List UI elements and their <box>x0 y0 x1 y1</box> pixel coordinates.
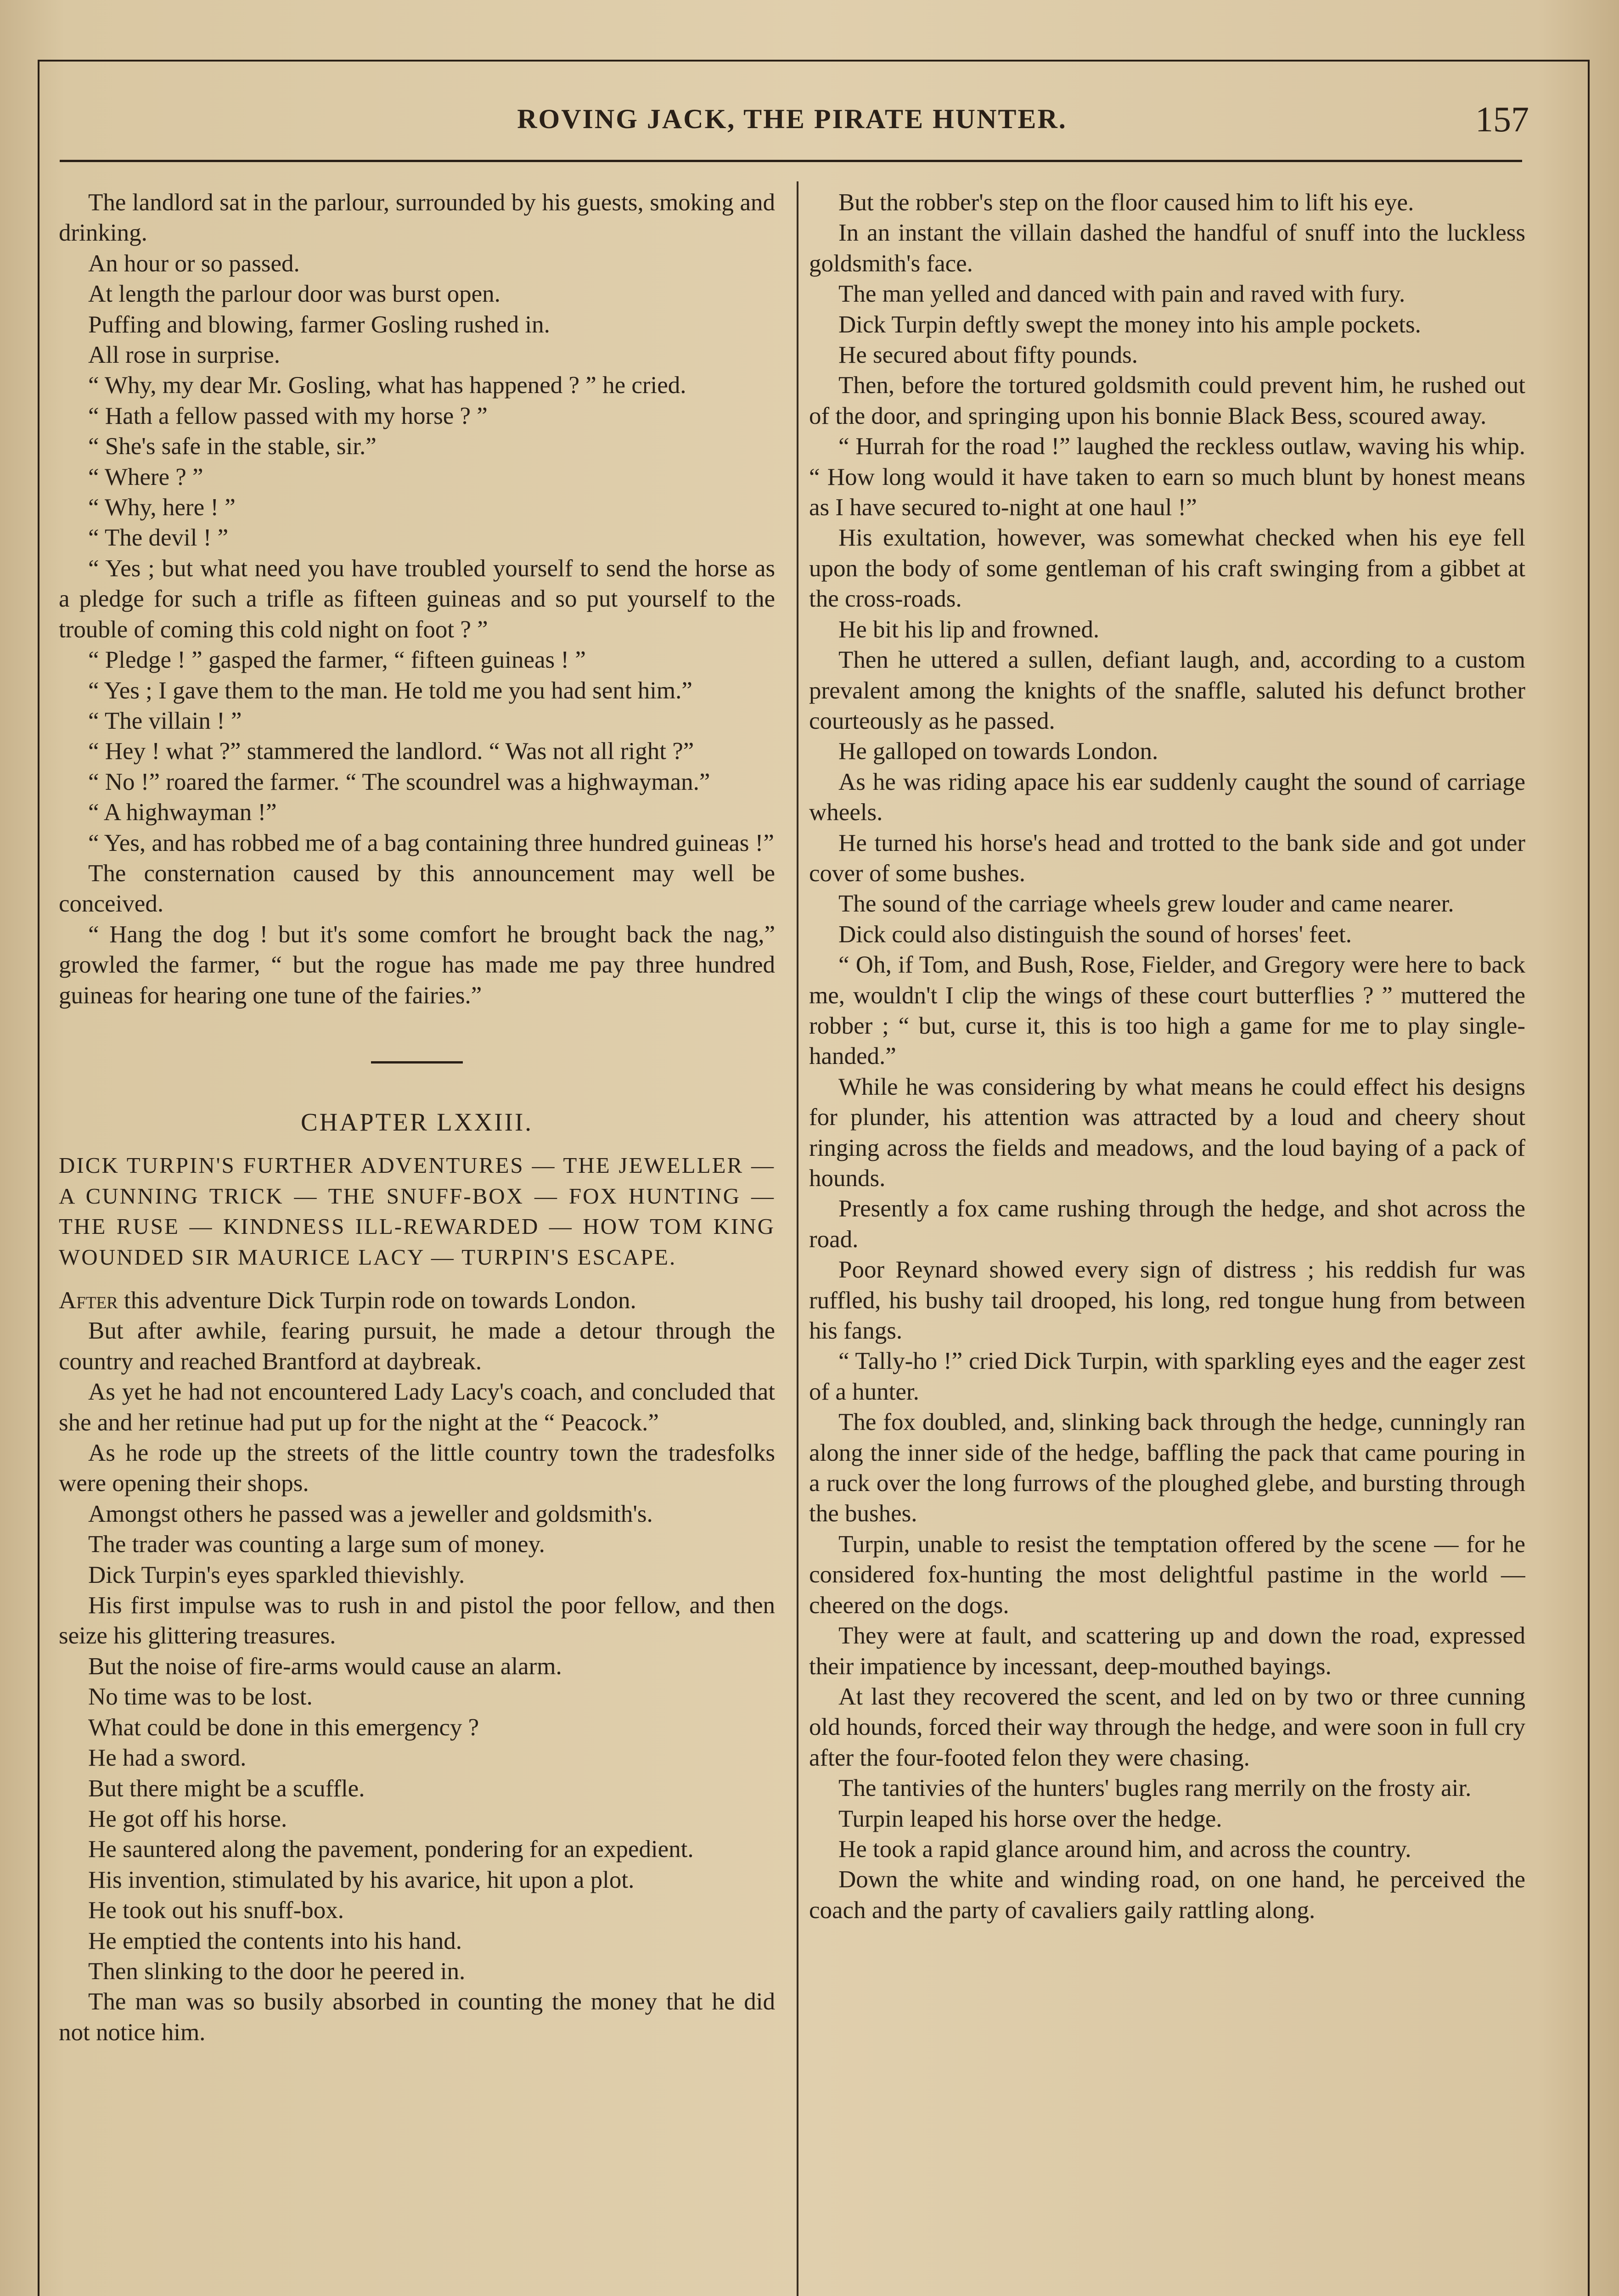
paragraph: Then slinking to the door he peered in. <box>88 1958 466 1985</box>
paragraph: Amongst others he passed was a jeweller and goldsmith's. <box>88 1500 653 1527</box>
paragraph: He had a sword. <box>88 1745 247 1772</box>
paragraph: His invention, stimulated by his avarice, hit upon a plot. <box>88 1866 635 1893</box>
paragraph: “ Why, my dear Mr. Gosling, what has happened ? ” he cried. <box>88 372 686 399</box>
paragraph: Then he uttered a sullen, defiant laugh, and, according to a custom prevalent among the knights of the snaffle, saluted his defunct brother courteously as he passed. <box>809 647 1525 734</box>
paragraph: As he rode up the streets of the little country town the tradesfolks were opening their shops. <box>59 1440 775 1497</box>
paragraph: Then, before the tortured goldsmith could prevent him, he rushed out of the door, and springing upon his bonnie Black Bess, scoured away. <box>809 372 1525 429</box>
running-title: ROVING JACK, THE PIRATE HUNTER. <box>517 104 1067 134</box>
paragraph: While he was considering by what means he could effect his designs for plunder, his attention was attracted by a loud and cheery shout ringing across the fields and meadows, and the loud baying of a pack of hounds. <box>809 1073 1525 1192</box>
paragraph: The consternation caused by this announcement may well be conceived. <box>59 860 775 917</box>
header-rule <box>60 160 1522 162</box>
paragraph: “ Where ? ” <box>88 463 203 490</box>
paragraph: “ Hath a fellow passed with my horse ? ” <box>88 402 488 429</box>
paragraph: As yet he had not encountered Lady Lacy's coach, and concluded that she and her retinue had put up for the night at the “ Peacock.” <box>59 1379 775 1436</box>
paragraph: He galloped on towards London. <box>838 738 1158 765</box>
paragraph: “ Hang the dog ! but it's some comfort he brought back the nag,” growled the farmer, “ but the rogue has made me pay three hundred guineas for hearing one tune of the fairies.” <box>59 921 775 1009</box>
paragraph: But there might be a scuffle. <box>88 1775 365 1802</box>
paragraph: He took out his snuff-box. <box>88 1897 344 1924</box>
paragraph: At length the parlour door was burst open. <box>88 281 500 308</box>
paragraph: Turpin leaped his horse over the hedge. <box>838 1805 1222 1832</box>
paragraph: “ No !” roared the farmer. “ The scoundrel was a highwayman.” <box>88 768 710 795</box>
paragraph: “ She's safe in the stable, sir.” <box>88 433 377 460</box>
chapter-title: CHAPTER LXXIII. <box>300 1108 534 1136</box>
paragraph: He turned his horse's head and trotted to the bank side and got under cover of some bushes. <box>809 829 1525 887</box>
running-head <box>55 94 1529 140</box>
paragraph: “ Hurrah for the road !” laughed the reckless outlaw, waving his whip. “ How long would it have taken to earn so much blunt by honest means as I have secured to-night at one haul !” <box>809 433 1525 521</box>
paragraph: “ Yes ; but what need you have troubled yourself to send the horse as a pledge for such a trifle as fifteen guineas and so put yourself to the trouble of coming this cold night on foot ? ” <box>59 555 775 643</box>
paragraph: Dick Turpin deftly swept the money into his ample pockets. <box>838 311 1421 338</box>
paragraph: He took a rapid glance around him, and across the country. <box>838 1835 1411 1863</box>
paragraph: They were at fault, and scattering up and down the road, expressed their impatience by incessant, deep-mouthed bayings. <box>809 1622 1525 1680</box>
paragraph: Down the white and winding road, on one hand, he perceived the coach and the party of cavaliers gaily rattling along. <box>809 1866 1525 1924</box>
paragraph: Dick could also distinguish the sound of horses' feet. <box>838 921 1352 948</box>
column-rule <box>797 181 798 2296</box>
page-number: 157 <box>1475 99 1529 139</box>
paragraph: He secured about fifty pounds. <box>838 342 1138 369</box>
paragraph: He got off his horse. <box>88 1805 287 1832</box>
paragraph: But the robber's step on the floor caused him to lift his eye. <box>838 189 1414 216</box>
paragraph: He emptied the contents into his hand. <box>88 1927 462 1954</box>
right-paragraphs <box>809 187 1525 1925</box>
paragraph: “ Yes, and has robbed me of a bag containing three hundred guineas !” <box>88 829 774 856</box>
paragraph: The sound of the carriage wheels grew louder and came nearer. <box>838 890 1454 917</box>
paragraph: His exultation, however, was somewhat checked when his eye fell upon the body of some gentleman of his craft swinging from a gibbet at the cross-roads. <box>809 524 1525 613</box>
paragraph: As he was riding apace his ear suddenly caught the sound of carriage wheels. <box>809 768 1525 826</box>
paragraph: Puffing and blowing, farmer Gosling rushed in. <box>88 311 550 338</box>
paragraph: What could be done in this emergency ? <box>88 1714 479 1741</box>
paragraph: No time was to be lost. <box>88 1683 313 1711</box>
chapter-synopsis: DICK TURPIN'S FURTHER ADVENTURES — THE JEWELLER — A CUNNING TRICK — THE SNUFF-BOX — FOX HUNTING — THE RUSE — KINDNESS ILL-REWARDED — HOW TOM KING WOUNDED SIR MAURICE LACY — TURPIN'S ESCAPE. <box>59 1153 775 1270</box>
chapter-opening-text: this adventure Dick Turpin rode on towards London. <box>118 1287 636 1314</box>
left-column <box>59 187 775 2296</box>
left-paragraphs-after-chapter <box>59 1316 775 2048</box>
paragraph: But after awhile, fearing pursuit, he made a detour through the country and reached Brantford at daybreak. <box>59 1317 775 1375</box>
right-column <box>809 187 1525 2296</box>
paragraph: “ The villain ! ” <box>88 707 242 734</box>
paragraph: “ Pledge ! ” gasped the farmer, “ fifteen guineas ! ” <box>88 647 586 674</box>
paragraph: He sauntered along the pavement, pondering for an expedient. <box>88 1836 694 1863</box>
paragraph: The tantivies of the hunters' bugles rang merrily on the frosty air. <box>838 1775 1472 1802</box>
paragraph: “ The devil ! ” <box>88 524 229 551</box>
section-divider <box>371 1061 463 1064</box>
paragraph: “ Hey ! what ?” stammered the landlord. “ Was not all right ?” <box>88 738 694 765</box>
paragraph: All rose in surprise. <box>88 342 281 369</box>
paragraph: “ Why, here ! ” <box>88 494 236 521</box>
paragraph: The trader was counting a large sum of money. <box>88 1531 545 1558</box>
paragraph: He bit his lip and frowned. <box>838 616 1100 643</box>
paragraph: “ Yes ; I gave them to the man. He told me you had sent him.” <box>88 677 692 704</box>
paragraph: At last they recovered the scent, and led on by two or three cunning old hounds, forced their way through the hedge, and were soon in full cry after the four-footed felon they were chasing. <box>809 1683 1525 1771</box>
paragraph: Poor Reynard showed every sign of distress ; his reddish fur was ruffled, his bushy tail drooped, his long, red tongue hung from between his fangs. <box>809 1256 1525 1345</box>
paragraph: The landlord sat in the parlour, surrounded by his guests, smoking and drinking. <box>59 189 775 247</box>
paragraph: “ A highwayman !” <box>88 799 277 826</box>
paragraph: “ Tally-ho !” cried Dick Turpin, with sparkling eyes and the eager zest of a hunter. <box>809 1348 1525 1405</box>
paragraph: The man was so busily absorbed in counting the money that he did not notice him. <box>59 1988 775 2046</box>
paragraph: An hour or so passed. <box>88 250 300 277</box>
chapter-opening-word: After <box>59 1287 118 1314</box>
paragraph: Dick Turpin's eyes sparkled thievishly. <box>88 1561 465 1588</box>
chapter-opening-paragraph <box>59 1285 775 1316</box>
left-paragraphs-before-chapter <box>59 187 775 1011</box>
paragraph: His first impulse was to rush in and pistol the poor fellow, and then seize his glittering treasures. <box>59 1592 775 1649</box>
paragraph: In an instant the villain dashed the handful of snuff into the luckless goldsmith's face. <box>809 219 1525 277</box>
paragraph: Presently a fox came rushing through the hedge, and shot across the road. <box>809 1195 1525 1253</box>
paragraph: Turpin, unable to resist the temptation offered by the scene — for he considered fox-hunting the most delightful pastime in the world — cheered on the dogs. <box>809 1531 1525 1619</box>
paragraph: But the noise of fire-arms would cause an alarm. <box>88 1653 562 1680</box>
paragraph: “ Oh, if Tom, and Bush, Rose, Fielder, and Gregory were here to back me, wouldn't I clip the wings of these court butterflies ? ” muttered the robber ; “ but, curse it, this is too high a game for me to play single-handed.” <box>809 951 1525 1070</box>
paragraph: The fox doubled, and, slinking back through the hedge, cunningly ran along the inner side of the hedge, baffling the pack that came pouring in a ruck over the long furrows of the ploughed glebe, and bursting through the bushes. <box>809 1409 1525 1527</box>
paragraph: The man yelled and danced with pain and raved with fury. <box>838 281 1405 308</box>
